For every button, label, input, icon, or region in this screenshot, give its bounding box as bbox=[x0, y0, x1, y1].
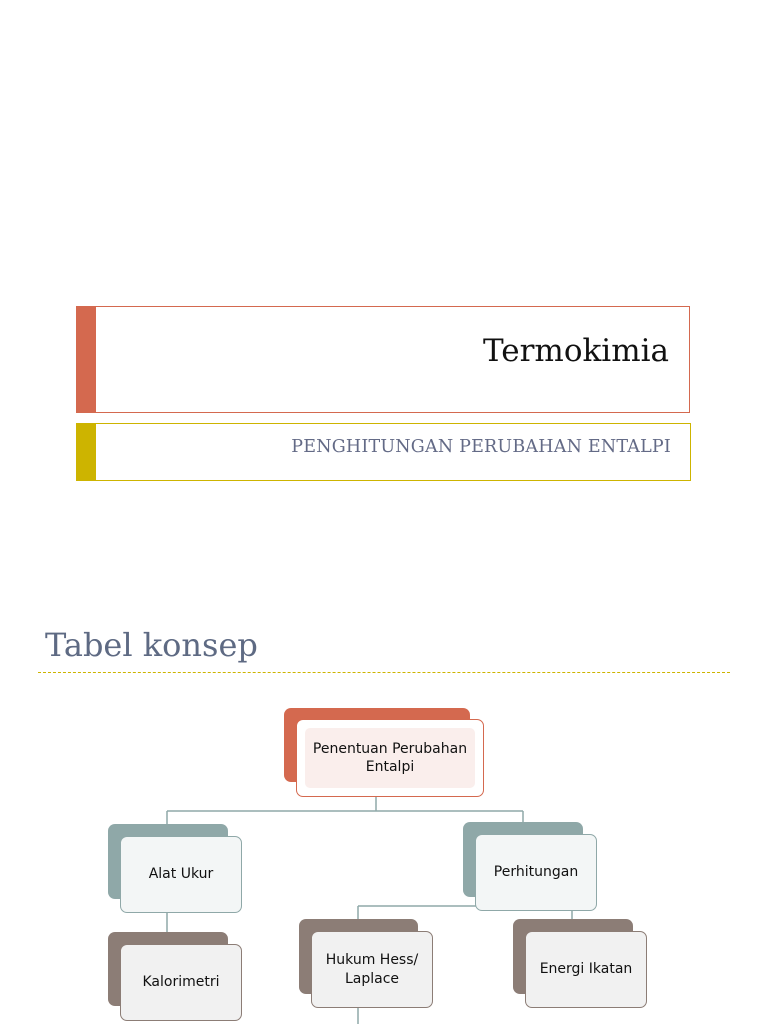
page-title: Tabel konsep bbox=[45, 626, 258, 664]
slide-subtitle: PENGHITUNGAN PERUBAHAN ENTALPI bbox=[291, 437, 671, 457]
left-child-label: Kalorimetri bbox=[142, 974, 220, 991]
title-box bbox=[76, 306, 690, 413]
right-child-1-label: Hukum Hess/ Laplace bbox=[325, 952, 419, 987]
right-child-1-node bbox=[311, 931, 433, 1008]
subtitle-box bbox=[76, 423, 691, 481]
left-child-node bbox=[120, 944, 242, 1021]
left-branch-label: Alat Ukur bbox=[148, 866, 214, 883]
right-child-2-label: Energi Ikatan bbox=[539, 961, 633, 978]
heading-divider bbox=[38, 672, 730, 673]
root-node bbox=[296, 719, 484, 797]
right-child-2-node bbox=[525, 931, 647, 1008]
left-branch-node bbox=[120, 836, 242, 913]
right-branch-node bbox=[475, 834, 597, 911]
right-branch-label: Perhitungan bbox=[493, 864, 579, 881]
title-accent-bar bbox=[77, 307, 96, 412]
slide-title: Termokimia bbox=[483, 333, 669, 369]
root-node-label: Penentuan Perubahan Entalpi bbox=[312, 740, 468, 775]
subtitle-accent-bar bbox=[77, 424, 96, 480]
